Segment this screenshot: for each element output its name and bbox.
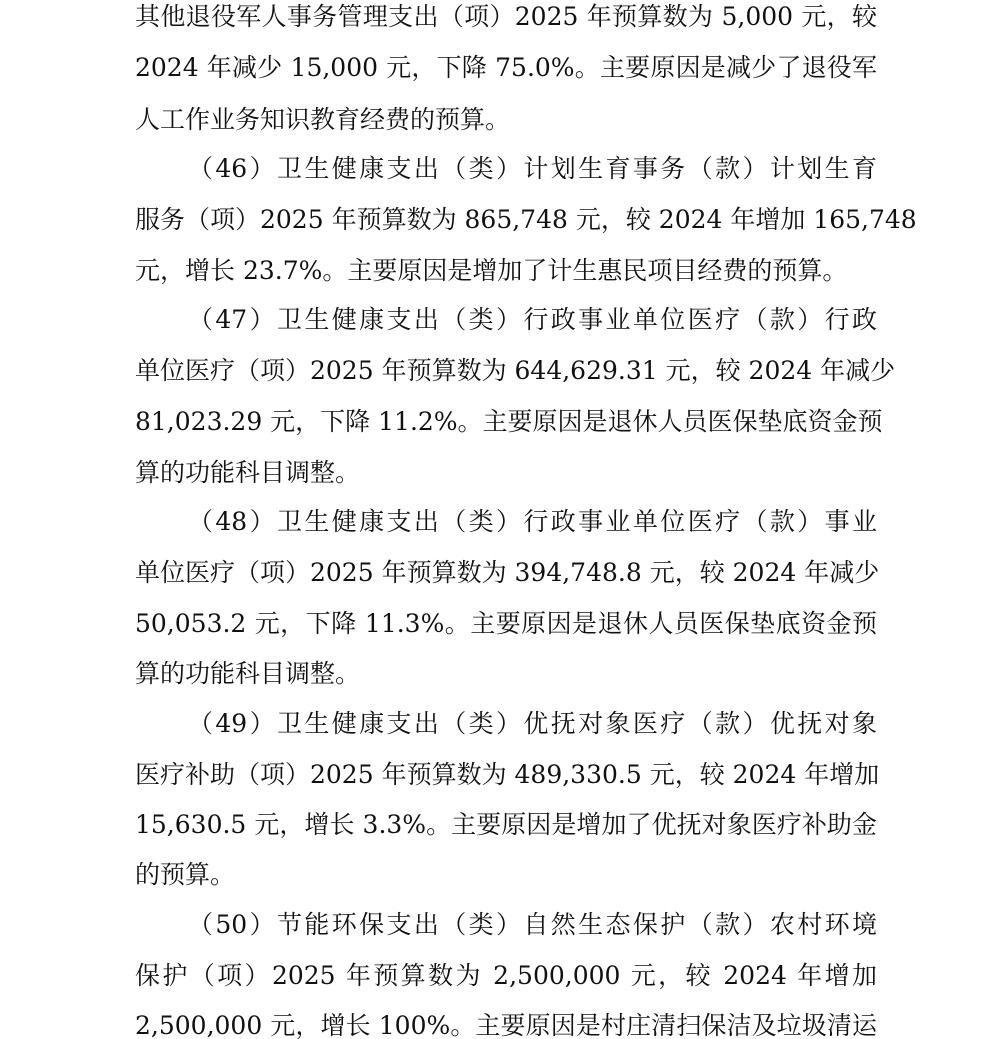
paragraph-49-line-2: 医疗补助（项）2025 年预算数为 489,330.5 元，较 2024 年增加 [135,760,880,789]
paragraph-46-line-1: （46）卫生健康支出（类）计划生育事务（款）计划生育 [188,154,877,183]
paragraph-46-line-3: 元，增长 23.7%。主要原因是增加了计生惠民项目经费的预算。 [135,256,848,285]
paragraph-49-line-1: （49）卫生健康支出（类）优抚对象医疗（款）优抚对象 [188,709,877,738]
paragraph-48-line-1: （48）卫生健康支出（类）行政事业单位医疗（款）事业 [188,507,877,536]
paragraph-1-line-2: 2024 年减少 15,000 元，下降 75.0%。主要原因是减少了退役军 [135,53,877,82]
paragraph-47-line-2: 单位医疗（项）2025 年预算数为 644,629.31 元，较 2024 年减少 [135,356,896,385]
paragraph-48-line-3: 50,053.2 元，下降 11.3%。主要原因是退休人员医保垫底资金预 [135,609,877,638]
paragraph-49-line-3: 15,630.5 元，增长 3.3%。主要原因是增加了优抚对象医疗补助金 [135,810,877,839]
paragraph-50-line-1: （50）节能环保支出（类）自然生态保护（款）农村环境 [188,910,877,939]
paragraph-50-line-2: 保护（项）2025 年预算数为 2,500,000 元，较 2024 年增加 [135,961,877,990]
paragraph-47-line-4: 算的功能科目调整。 [135,458,361,487]
paragraph-49-line-4: 的预算。 [135,860,236,889]
paragraph-46-line-2: 服务（项）2025 年预算数为 865,748 元，较 2024 年增加 165,748 [135,205,917,234]
paragraph-48-line-4: 算的功能科目调整。 [135,659,361,688]
paragraph-1-line-1: 其他退役军人事务管理支出（项）2025 年预算数为 5,000 元，较 [135,2,877,31]
paragraph-50-line-3: 2,500,000 元，增长 100%。主要原因是村庄清扫保洁及垃圾清运 [135,1011,877,1039]
paragraph-1-line-3: 人工作业务知识教育经费的预算。 [135,105,511,134]
paragraph-48-line-2: 单位医疗（项）2025 年预算数为 394,748.8 元，较 2024 年减少 [135,558,880,587]
paragraph-47-line-3: 81,023.29 元，下降 11.2%。主要原因是退休人员医保垫底资金预 [135,407,883,436]
paragraph-47-line-1: （47）卫生健康支出（类）行政事业单位医疗（款）行政 [188,305,877,334]
